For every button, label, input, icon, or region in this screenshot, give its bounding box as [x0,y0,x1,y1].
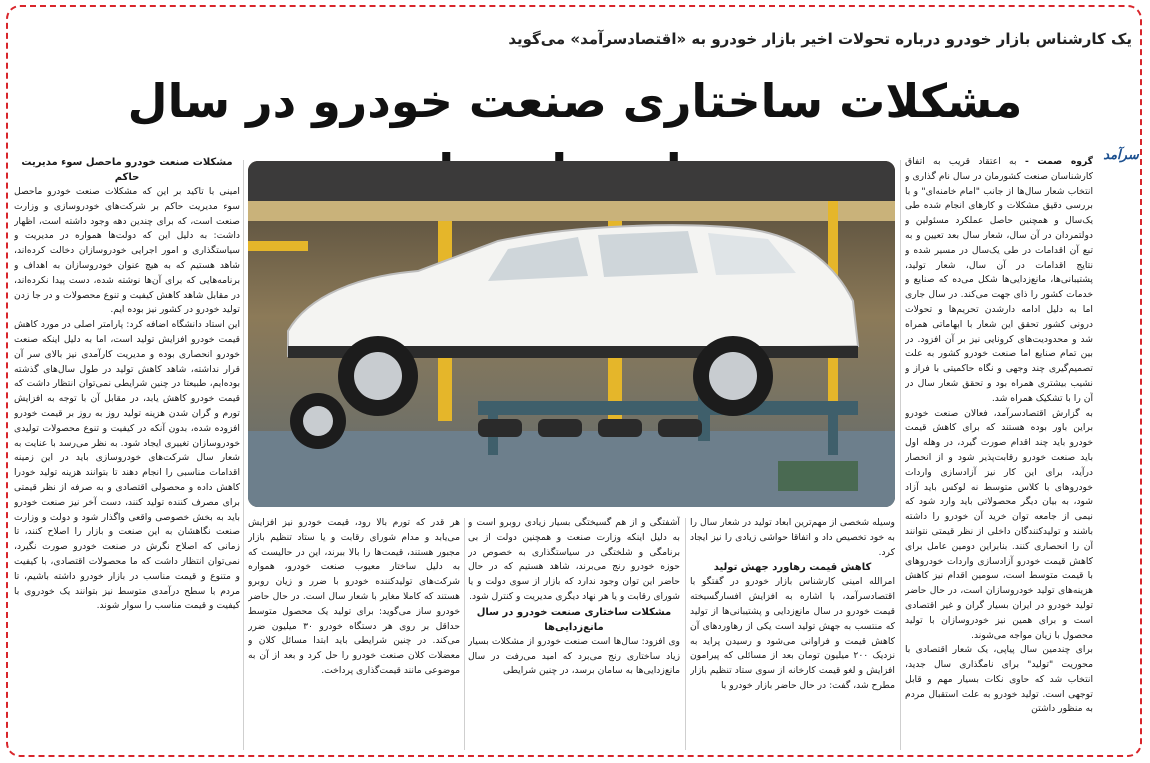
paragraph: این استاد دانشگاه اضافه کرد: پارامتر اصلی در مورد کاهش قیمت خودرو افزایش تولید است، اما به دلیل اینکه صنعت خودرو انحصاری بوده و مدیریت کارآمدی نیز بالای سر آن قرار نداشته، شاهد کاهش تولید در طول سال‌های گذشته بوده‌ایم، طبیعتا در چنین شرایطی نمی‌توان انتظار داشت که قیمت خودرو کاهش یابد، در مقابل آن با توجه به افزایش تورم و گران شدن هزینه تولید روز به روز بر قیمت خودرو افزوده شده، بدون آنکه در کیفیت و تنوع محصولات تولیدی خودروسازان تغییری ایجاد شود. به نظر می‌رسد با عنایت به شعار سال شرکت‌های خودروسازی باید در این زمینه اقدامات مناسبی را انجام دهند تا بتوانند هزینه تولید خودرا کاهش داده و محصولی اقتصادی و به صرفه از نظر قیمتی برای مصرف کننده تولید کنند، دست آخر نیز صنعت خودرو باید به بخش خصوصی واقعی واگذار شود و دولت و وزارت صنعت نگاهشان به این صنعت و بازار را اصلاح کنند، تا زمانی که اصلاح نگرش در صنعت خودرو صورت نگیرد، نمی‌توان انتظار داشت که ما محصولات اقتصادی، با کیفیت و متنوع و قیمت مناسب در بازار خودرو داشته باشیم، تا مردم با سطح درآمدی متوسط نیز بتوانند یک خودروی با کیفیت و قیمت مناسب را سوار شوند. [14,319,240,612]
paragraph: به گزارش اقتصادسرآمد، فعالان صنعت خودرو براین باور بوده هستند که برای کاهش قیمت خودرو باید چند اقدام صورت گیرد، در وهله اول باید صنعت خودرو رقابت‌پذیر شود و از انحصار درآید، برای این کار نیز آزادسازی واردات خودروهای با کلاس متوسط نه لوکس باید آزاد شود، به بیان دیگر محصولاتی باید وارد شود که نیمی از جامعه توان خرید آن خودرو را داشته باشند و تولیدکنندگان داخلی از نظر قیمتی نتوانند آن را انحصاری کنند. بنابراین دومین عامل برای کاهش قیمت خودرو آزادسازی واردات خودروهای با قیمت متوسط است، سومین اقدام نیز کاهش هزینه‌های تولید خودروسازان است، در حال حاضر تولید خودرو در ایران بسیار گران و غیر اقتصادی است و برای همین نیز خودروسازان با تولید محصول با زیان مواجه می‌شوند. [905,407,1093,641]
car-assembly-photo [248,161,895,507]
column-divider [243,160,244,750]
lead-label: گروه صمت - [1024,156,1093,167]
paragraph: امرالله امینی کارشناس بازار خودرو در گفتگو با اقتصادسرآمد، با اشاره به افزایش افسارگسیخته قیمت خودرو در سال مانع‌زدایی و پشتیبانی‌ها از تولید که منتسب به جهش تولید است یکی از رهاوردهای آن کاهش قیمت و فراوانی می‌شود و رسیدن پراید به نزدیک ۲۰۰ میلیون تومان بعد از مسائلی که پیرامون افزایش و لغو قیمت کارخانه از سوی ستاد تنظیم بازار مطرح شد، گفت: در حال حاضر بازار خودرو با [690,576,895,691]
subheading: کاهش قیمت رهاورد جهش تولید [713,562,872,574]
headline: مشکلات ساختاری صنعت خودرو در سال [127,74,1023,128]
paragraph: وی افزود: سال‌ها است صنعت خودرو از مشکلات بسیار زیاد ساختاری رنج می‌برد که امید می‌رفت در سال مانع‌زدایی‌ها به سامان برسد، در چنین شرایطی [468,635,680,677]
column-2 [690,516,895,751]
kicker: یک کارشناس بازار خودرو درباره تحولات اخیر بازار خودرو به «اقتصادسرآمد» می‌گوید [508,30,1132,48]
column-divider [464,518,465,750]
column-3 [468,516,680,751]
paragraph: برای چندمین سال پیاپی، یک شعار اقتصادی با محوریت "تولید" برای نامگذاری سال جدید، انتخاب شد که حاوی نکات بسیار مهم و قابل توجهی است. تولید خودرو به علت استقبال مردم به منظور داشتن [905,644,1093,715]
column-divider [685,518,686,750]
column-1 [905,155,1093,751]
column-divider [900,160,901,750]
column-4 [248,516,460,751]
lead-paragraph: گروه صمت - به اعتقاد قریب به اتفاق کارشناسان صنعت کشورمان در سال نام گذاری و انتخاب شعار سال‌ها از جانب "امام خامنه‌ای" و با بررسی دقیق مشکلات و کارهای انجام شده طی یک‌سال و همچنین حاصل عملکرد مسئولین و دولتمردان در آن سال، شعار سال بعد تعیین و به تبع آن اقدامات در طی یک‌سال در مسیر شده و نتایج اقدامات در آن سال، شعار تولید، پشتیبانی‌ها، مانع‌زدایی‌ها شکل می‌ده که صنایع و خدمات کشور را ذای جهت می‌کند. در سال جاری اما به دلیل ادامه دارشدن تحریم‌ها و تحولات درونی کشور تحقق این شعار با ابهاماتی همراه شد و محدودیت‌های کرونایی نیز بر آن افزود. در بین تمام صنایع اما صنعت خودرو کشور به علت تصمیم‌گیری چند وجهی و نگاه حاکمیتی با فراز و نشیب بیشتری همراه بود و تحقق شعار سال در آن را با تشکیک همراه شد. [905,156,1093,404]
column-5 [14,155,240,751]
paragraph: وسیله شخصی از مهم‌ترین ابعاد تولید در شعار سال را به خود تخصیص داد و اتفاقا حواشی زیادی را نیز ایجاد کرد. [690,517,895,558]
publication-logo: سرآمد [1103,148,1139,163]
assembly-line-illustration [248,161,895,507]
paragraph: امینی با تاکید بر این که مشکلات صنعت خودرو ماحصل سوء مدیریت حاکم بر شرکت‌های خودروسازی و وزارت صنعت است، که برای چندین دهه وجود داشته است، اظهار داشت: به دلیل این که دولت‌ها همواره در مدیریت و سیاستگذاری و امور اجرایی خودروسازان دخالت کرده‌اند، شاهد هستیم که به هیچ عنوان خودروسازان به اهداف و برنامه‌هایی که برای آن‌ها نوشته شده، دست پیدا نکرده‌اند، در مقابل شاهد کاهش کیفیت و تنوع محصولات و در جا زدن تولید خودرو در کشور نیز بوده ایم. [14,186,240,316]
paragraph: هر قدر که تورم بالا رود، قیمت خودرو نیز افزایش می‌یابد و مدام شورای رقابت و یا ستاد تنظیم بازار مجبور هستند، قیمت‌ها را بالا ببرند، این در حالیست که به دلیل ساختار معیوب صنعت خودرو، همواره شرکت‌های تولیدکننده خودرو با ضرر و زیان روبرو هستند که کاملا مغایر با شعار سال است. در حال حاضر خودرو ساز می‌گوید: برای تولید یک محصول متوسط حداقل بر روی هر دستگاه خودرو ۳۰ میلیون ضرر می‌کند. در چنین شرایطی باید ابتدا مسائل کلان و معضلات کلان صنعت خودرو را حل کرد و بعد از آن به موضوعی مانند قیمت‌گذاری پرداخت. [248,517,460,676]
subheading: مشکلات ساختاری صنعت خودرو در سال مانع‌زدایی‌ها [476,606,672,633]
paragraph: آشفتگی و از هم گسیختگی بسیار زیادی روبرو است و به دلیل اینکه وزارت صنعت و همچنین دولت از بی برنامگی و شلختگی در سیاستگذاری به خصوص در حوزه خودرو رنج می‌برند، شاهد هستیم که در حال حاضر این توان وجود ندارد که بازار از سوی دولت و یا شورای رقابت و یا هر نهاد دیگری مدیریت و کنترل شود. [468,517,680,602]
subheading: مشکلات صنعت خودرو ماحصل سوء مدیریت حاکم [21,157,233,183]
